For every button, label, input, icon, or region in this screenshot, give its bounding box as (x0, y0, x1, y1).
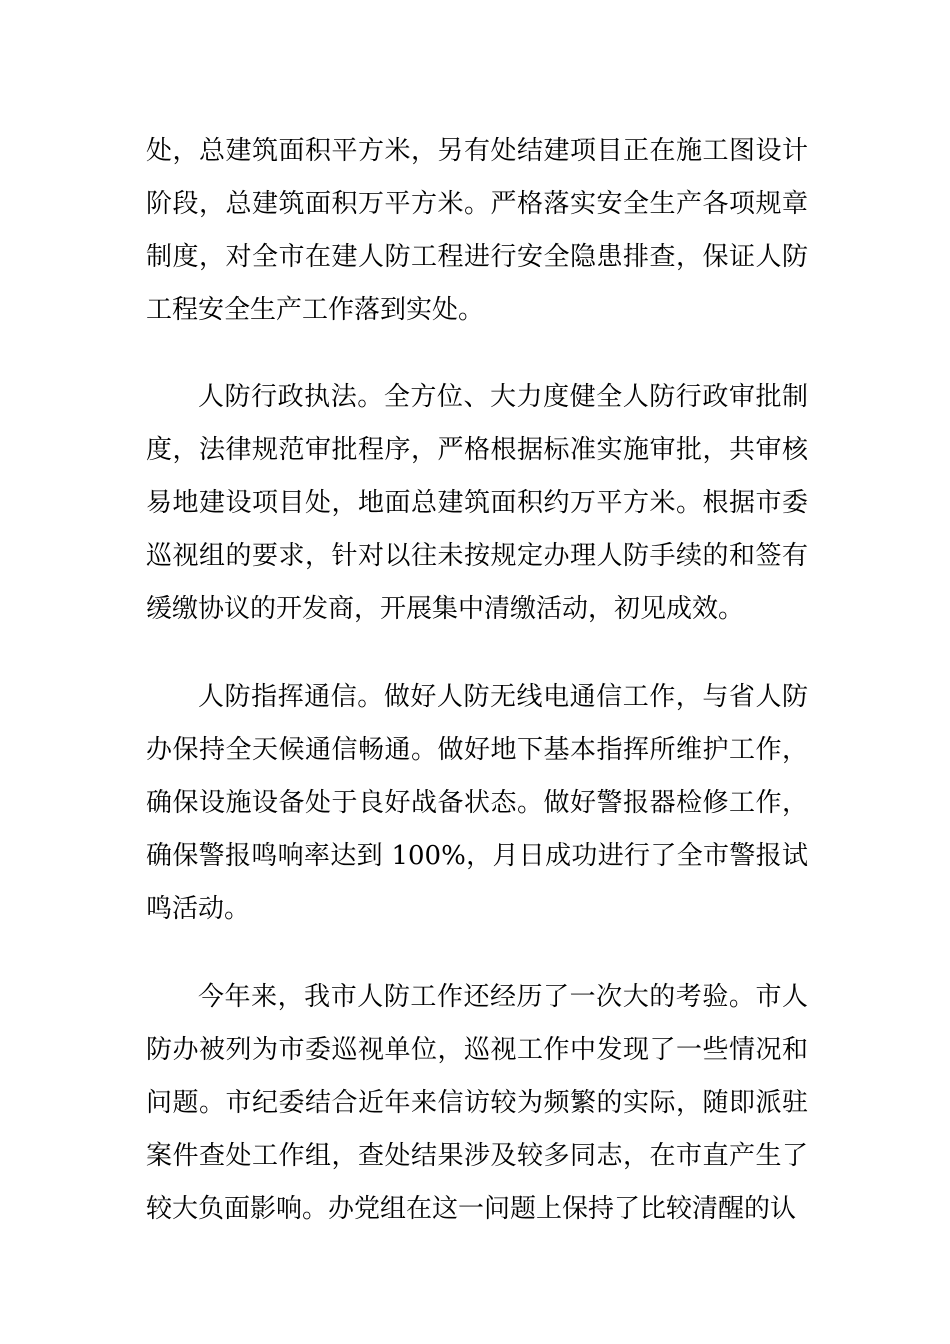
paragraph-admin-enforcement: 人防行政执法。全方位、大力度健全人防行政审批制度，法律规范审批程序，严格根据标准实施审批，共审核易地建设项目处，地面总建筑面积约万平方米。根据市委巡视组的要求，针对以往未按规定办理人防手续的和签有缓缴协议的开发商，开展集中清缴活动，初见成效。 (146, 382, 808, 624)
paragraph-inspection-test: 今年来，我市人防工作还经历了一次大的考验。市人防办被列为市委巡视单位，巡视工作中发现了一些情况和问题。市纪委结合近年来信访较为频繁的实际，随即派驻案件查处工作组，查处结果涉及较多同志，在市直产生了较大负面影响。办党组在这一问题上保持了比较清醒的认 (146, 982, 808, 1224)
paragraph-command-communication: 人防指挥通信。做好人防无线电通信工作，与省人防办保持全天候通信畅通。做好地下基本指挥所维护工作，确保设施设备处于良好战备状态。做好警报器检修工作，确保警报鸣响率达到 100%，月日成功进行了全市警报试鸣活动。 (146, 682, 808, 924)
paragraph-continuation: 处，总建筑面积平方米，另有处结建项目正在施工图设计阶段，总建筑面积万平方米。严格落实安全生产各项规章制度，对全市在建人防工程进行安全隐患排查，保证人防工程安全生产工作落到实处。 (146, 136, 808, 325)
